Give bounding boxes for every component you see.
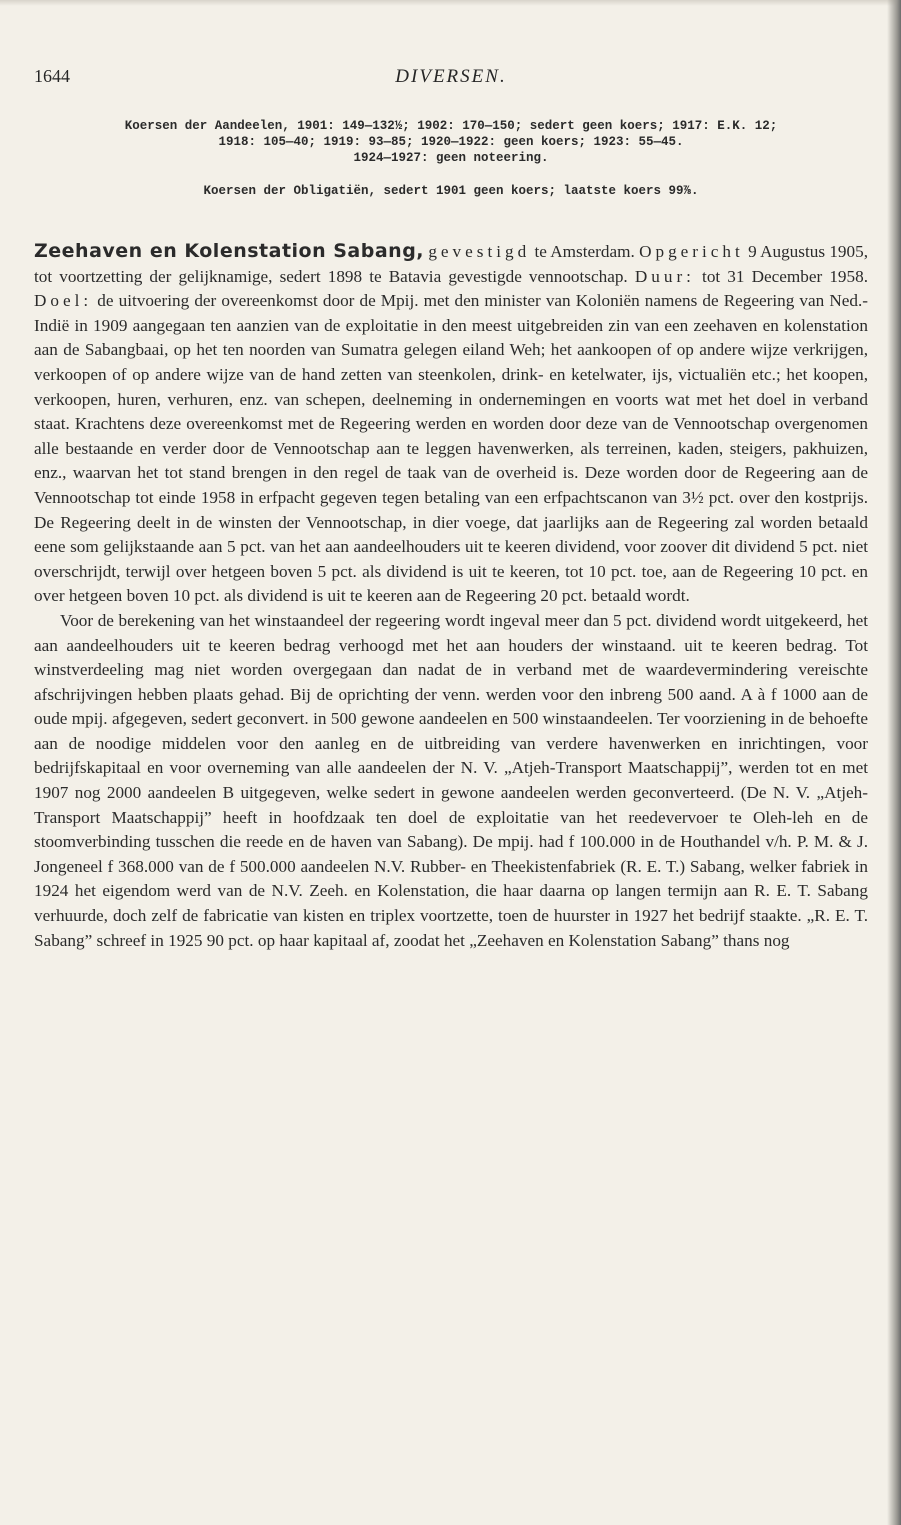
opgericht-label: Opgericht bbox=[639, 242, 744, 261]
koersen-aandeelen bbox=[34, 118, 868, 166]
duur-label: Duur: bbox=[634, 266, 695, 286]
page-header bbox=[34, 66, 868, 94]
article-body bbox=[34, 239, 868, 953]
company-name: Zeehaven en Kolenstation Sabang, bbox=[34, 240, 425, 262]
koersen-line-2: 1918: 105—40; 1919: 93—85; 1920—1922: geen koers; 1923: 55—45. bbox=[218, 135, 684, 149]
running-head: DIVERSEN. bbox=[395, 66, 507, 87]
doel-label: Doel: bbox=[34, 291, 93, 311]
paragraph-1-part-b: 9 Augustus 1905, tot voortzetting der gelijknamige, sedert 1898 te Batavia gevestigde vennootschap. bbox=[34, 242, 868, 286]
koersen-obligatien: Koersen der Obligatiën, sedert 1901 geen koers; laatste koers 99⅞. bbox=[203, 184, 699, 198]
paragraph-1-part-c: tot 31 December 1958. bbox=[694, 266, 868, 286]
paragraph-1-part-d: de uitvoering der overeenkomst door de Mpij. met den minister van Koloniën namens de Regeering van Ned.-Indië in 1909 aangegaan ten aanzien van de exploitatie in den meest uitgebreiden zin van een zeehaven en kolenstation aan de Sabangbaai, op het ten noorden van Sumatra gelegen eiland Weh; het aankoopen of op andere wijze verkrijgen, verkoopen of op andere wijze van de hand zetten van steenkolen, drink- en ketelwater, ijs, victualiën etc.; het koopen, verkoopen, huren, verhuren, enz. van schepen, deelneming in ondernemingen en voorts wat met het doel in verband staat. Krachtens deze overeenkomst met de Regeering werden en worden door deze van de Vennootschap overgenomen alle bestaande en verder door de Vennootschap aan te leggen havenwerken, als terreinen, kaden, steigers, pakhuizen, enz., waarvan het tot stand brengen in den regel de taak van de overheid is. Deze worden door de Regeering aan de Vennootschap tot einde 1958 in erfpacht gegeven tegen betaling van een erfpachtscanon van 3½ pct. over den kostprijs. De Regeering deelt in de winsten der Vennootschap, in dier voege, dat jaarlijks aan de Regeering zal worden betaald eene som gelijkstaande aan 5 pct. van het aan aandeelhouders uit te keeren dividend, voor zoover dit dividend 5 pct. niet overschrijdt, terwijl over hetgeen boven 5 pct. als dividend is uit te keeren, tot 10 pct. toe, aan de Regeering 10 pct. en over hetgeen boven 10 pct. als dividend is uit te keeren aan de Regeering 20 pct. betaald wordt. bbox=[34, 291, 868, 606]
gevestigd-label: gevestigd bbox=[428, 242, 531, 261]
scan-edge-right bbox=[887, 0, 901, 1525]
paragraph-1 bbox=[34, 239, 868, 609]
page-number: 1644 bbox=[34, 66, 70, 86]
paragraph-1-part-a: te Amsterdam. bbox=[530, 242, 640, 261]
koersen-line-1: Koersen der Aandeelen, 1901: 149—132½; 1902: 170—150; sedert geen koers; 1917: E.K. 12; bbox=[124, 119, 778, 133]
paragraph-2: Voor de berekening van het winstaandeel der regeering wordt ingeval meer dan 5 pct. dividend wordt uitgekeerd, het aan aandeelhouders uit te keeren bedrag verhoogd met het aan houders der winstaand. uit te keeren bedrag. Tot winstverdeeling mag niet worden overgegaan dan nadat de in verband met de waardevermindering vereischte afschrijvingen hebben plaats gehad. Bij de oprichting der venn. werden voor den inbreng 500 aand. A à f 1000 aan de oude mpij. afgegeven, sedert geconvert. in 500 gewone aandeelen en 500 winstaandeelen. Ter voorziening in de behoefte aan de noodige middelen voor den aanleg en de uitbreiding van verdere havenwerken en inrichtingen, voor bedrijfskapitaal en voor overneming van alle aandeelen der N. V. „Atjeh-Transport Maatschappij”, werden tot en met 1907 nog 2000 aandeelen B uitgegeven, welke sedert in gewone aandeelen werden geconverteerd. (De N. V. „Atjeh-Transport Maatschappij” heeft in hoofdzaak ten doel de exploitatie van het reedevervoer te Oleh-leh en de stoomverbinding tusschen die reede en de haven van Sabang). De mpij. had f 100.000 in de Houthandel v/h. P. M. & J. Jongeneel f 368.000 van de f 500.000 aandeelen N.V. Rubber- en Theekistenfabriek (R. E. T.) Sabang, welker fabriek in 1924 het eigendom werd van de N.V. Zeeh. en Kolenstation, die haar daarna op langen termijn aan R. E. T. Sabang verhuurde, doch zelf de fabricatie van kisten en triplex voortzette, toen de huurster in 1927 het bedrijf staakte. „R. E. T. Sabang” schreef in 1925 90 pct. op haar kapitaal af, zoodat het „Zeehaven en Kolenstation Sabang” thans nog bbox=[34, 610, 868, 950]
koersen-line-3: 1924—1927: geen noteering. bbox=[353, 151, 549, 165]
scan-edge-top bbox=[0, 0, 901, 6]
